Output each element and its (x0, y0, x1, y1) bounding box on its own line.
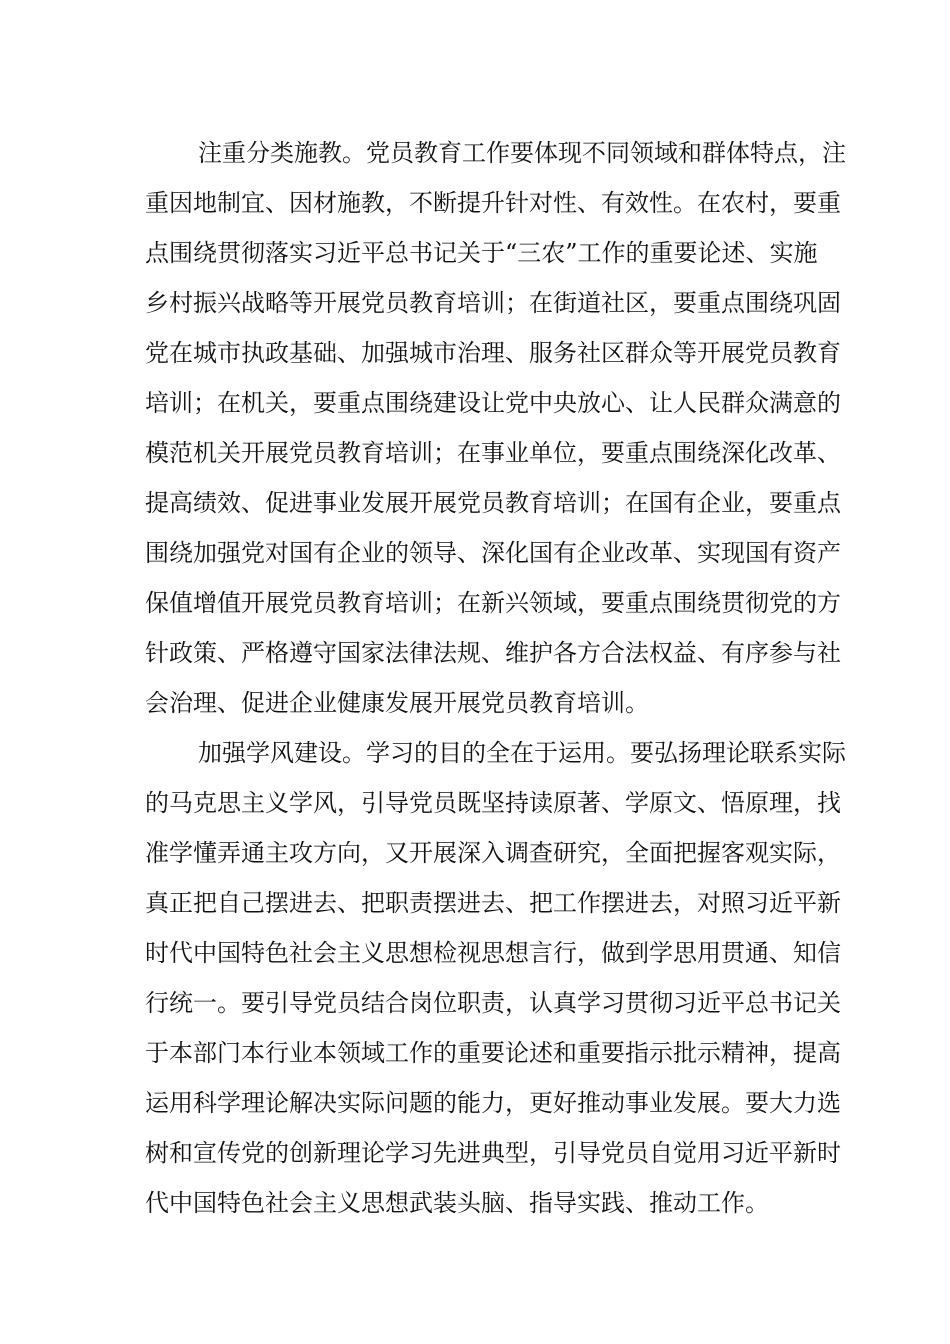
text-line: 准学懂弄通主攻方向，又开展深入调查研究，全面把握客观实际， (145, 839, 841, 867)
text-line: 点围绕贯彻落实习近平总书记关于“三农”工作的重要论述、实施 (145, 239, 818, 267)
text-line: 行统一。要引导党员结合岗位职责，认真学习贯彻习近平总书记关 (145, 989, 841, 1017)
text-line: 乡村振兴战略等开展党员教育培训；在街道社区，要重点围绕巩固 (145, 289, 841, 317)
text-line: 提高绩效、促进事业发展开展党员教育培训；在国有企业，要重点 (145, 489, 841, 517)
text-line: 围绕加强党对国有企业的领导、深化国有企业改革、实现国有资产 (145, 539, 841, 567)
text-line: 针政策、严格遵守国家法律法规、维护各方合法权益、有序参与社 (145, 639, 841, 667)
text-line: 加强学风建设。学习的目的全在于运用。要弘扬理论联系实际 (198, 739, 846, 767)
text-line: 会治理、促进企业健康发展开展党员教育培训。 (145, 689, 649, 717)
text-line: 模范机关开展党员教育培训；在事业单位，要重点围绕深化改革、 (145, 439, 841, 467)
text-line: 重因地制宜、因材施教，不断提升针对性、有效性。在农村，要重 (145, 189, 841, 217)
text-line: 代中国特色社会主义思想武装头脑、指导实践、推动工作。 (145, 1189, 769, 1217)
text-line: 党在城市执政基础、加强城市治理、服务社区群众等开展党员教育 (145, 339, 841, 367)
text-line: 注重分类施教。党员教育工作要体现不同领域和群体特点，注 (198, 139, 846, 167)
text-line: 于本部门本行业本领域工作的重要论述和重要指示批示精神，提高 (145, 1039, 841, 1067)
text-line: 时代中国特色社会主义思想检视思想言行，做到学思用贯通、知信 (145, 939, 841, 967)
text-line: 培训；在机关，要重点围绕建设让党中央放心、让人民群众满意的 (145, 389, 841, 417)
text-line: 运用科学理论解决实际问题的能力，更好推动事业发展。要大力选 (145, 1089, 841, 1117)
text-line: 保值增值开展党员教育培训；在新兴领域，要重点围绕贯彻党的方 (145, 589, 841, 617)
text-line: 树和宣传党的创新理论学习先进典型，引导党员自觉用习近平新时 (145, 1139, 841, 1167)
text-line: 的马克思主义学风，引导党员既坚持读原著、学原文、悟原理，找 (145, 789, 841, 817)
text-line: 真正把自己摆进去、把职责摆进去、把工作摆进去，对照习近平新 (145, 889, 841, 917)
